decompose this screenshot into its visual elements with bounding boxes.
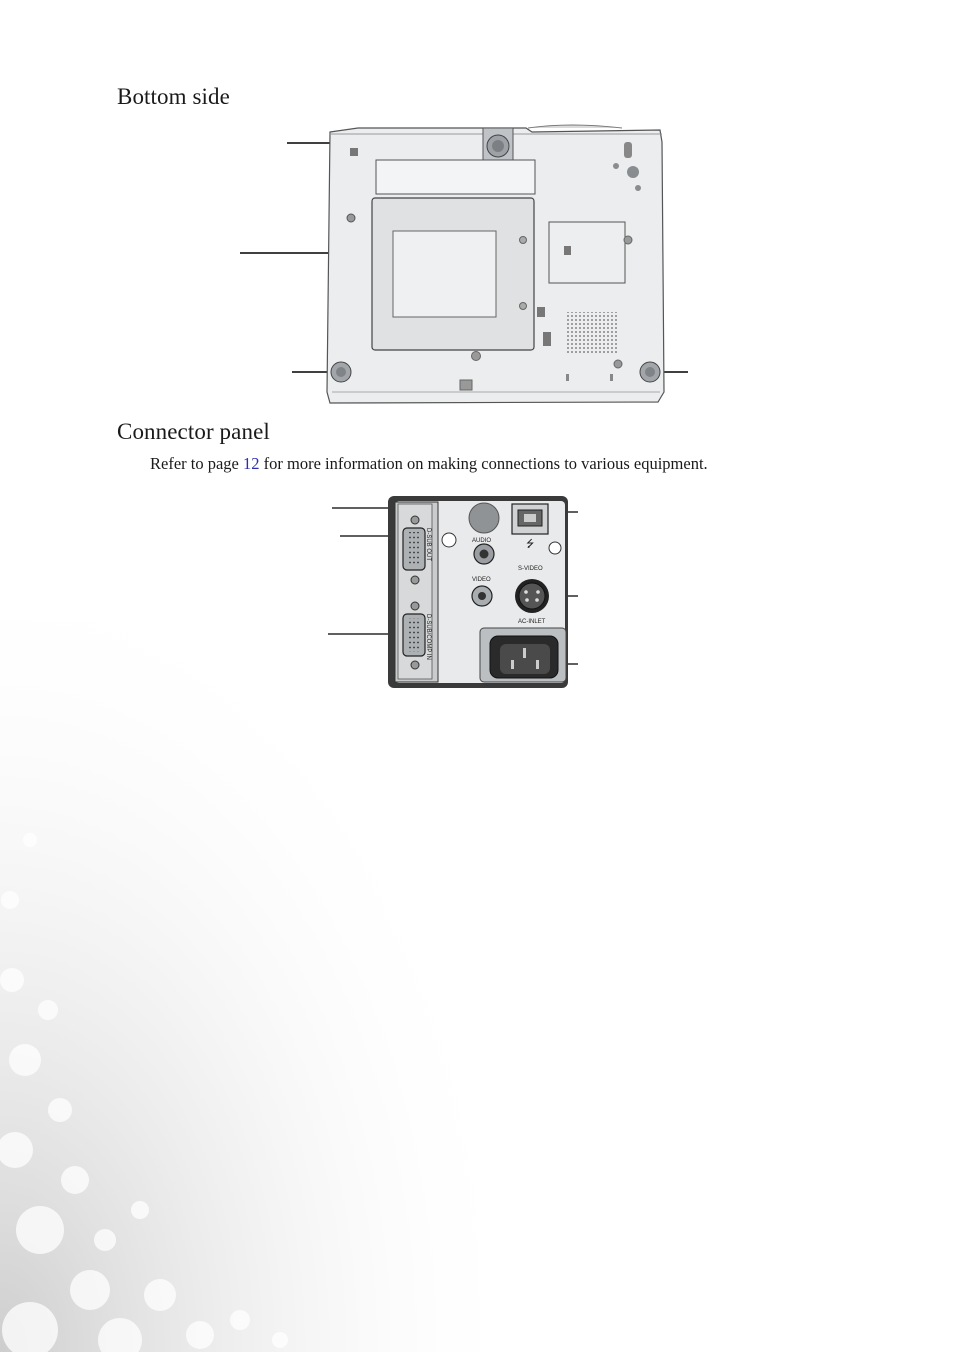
s-video-label: S-VIDEO bbox=[518, 566, 543, 572]
video-label: VIDEO bbox=[472, 577, 491, 583]
dsub-out-label: D-SUB OUT bbox=[425, 528, 431, 561]
refer-suffix: for more information on making connections to various equipment. bbox=[263, 454, 708, 473]
bottom-side-heading: Bottom side bbox=[117, 84, 230, 109]
usb-icon: ⭍ bbox=[526, 539, 535, 550]
audio-label: AUDIO bbox=[472, 538, 492, 544]
ac-inlet-port bbox=[480, 628, 566, 682]
dsub-comp-in-label: D-SUB/COMP IN bbox=[425, 614, 431, 660]
audio-port bbox=[474, 544, 494, 564]
filter-panel bbox=[549, 222, 625, 283]
projector-bottom-view-figure bbox=[230, 122, 700, 408]
s-video-port bbox=[515, 579, 549, 613]
connector-panel-heading: Connector panel bbox=[117, 419, 270, 444]
ir-sensor bbox=[469, 503, 499, 533]
video-port bbox=[472, 586, 492, 606]
page-12-link[interactable]: 12 bbox=[243, 454, 260, 473]
refer-prefix: Refer to page bbox=[150, 454, 239, 473]
connector-panel-figure bbox=[320, 490, 590, 696]
usb-port bbox=[512, 504, 548, 534]
speaker-grille bbox=[565, 312, 617, 354]
connector-refer-paragraph bbox=[150, 454, 708, 474]
label-plate bbox=[376, 160, 535, 194]
ac-inlet-label: AC-INLET bbox=[518, 619, 546, 625]
